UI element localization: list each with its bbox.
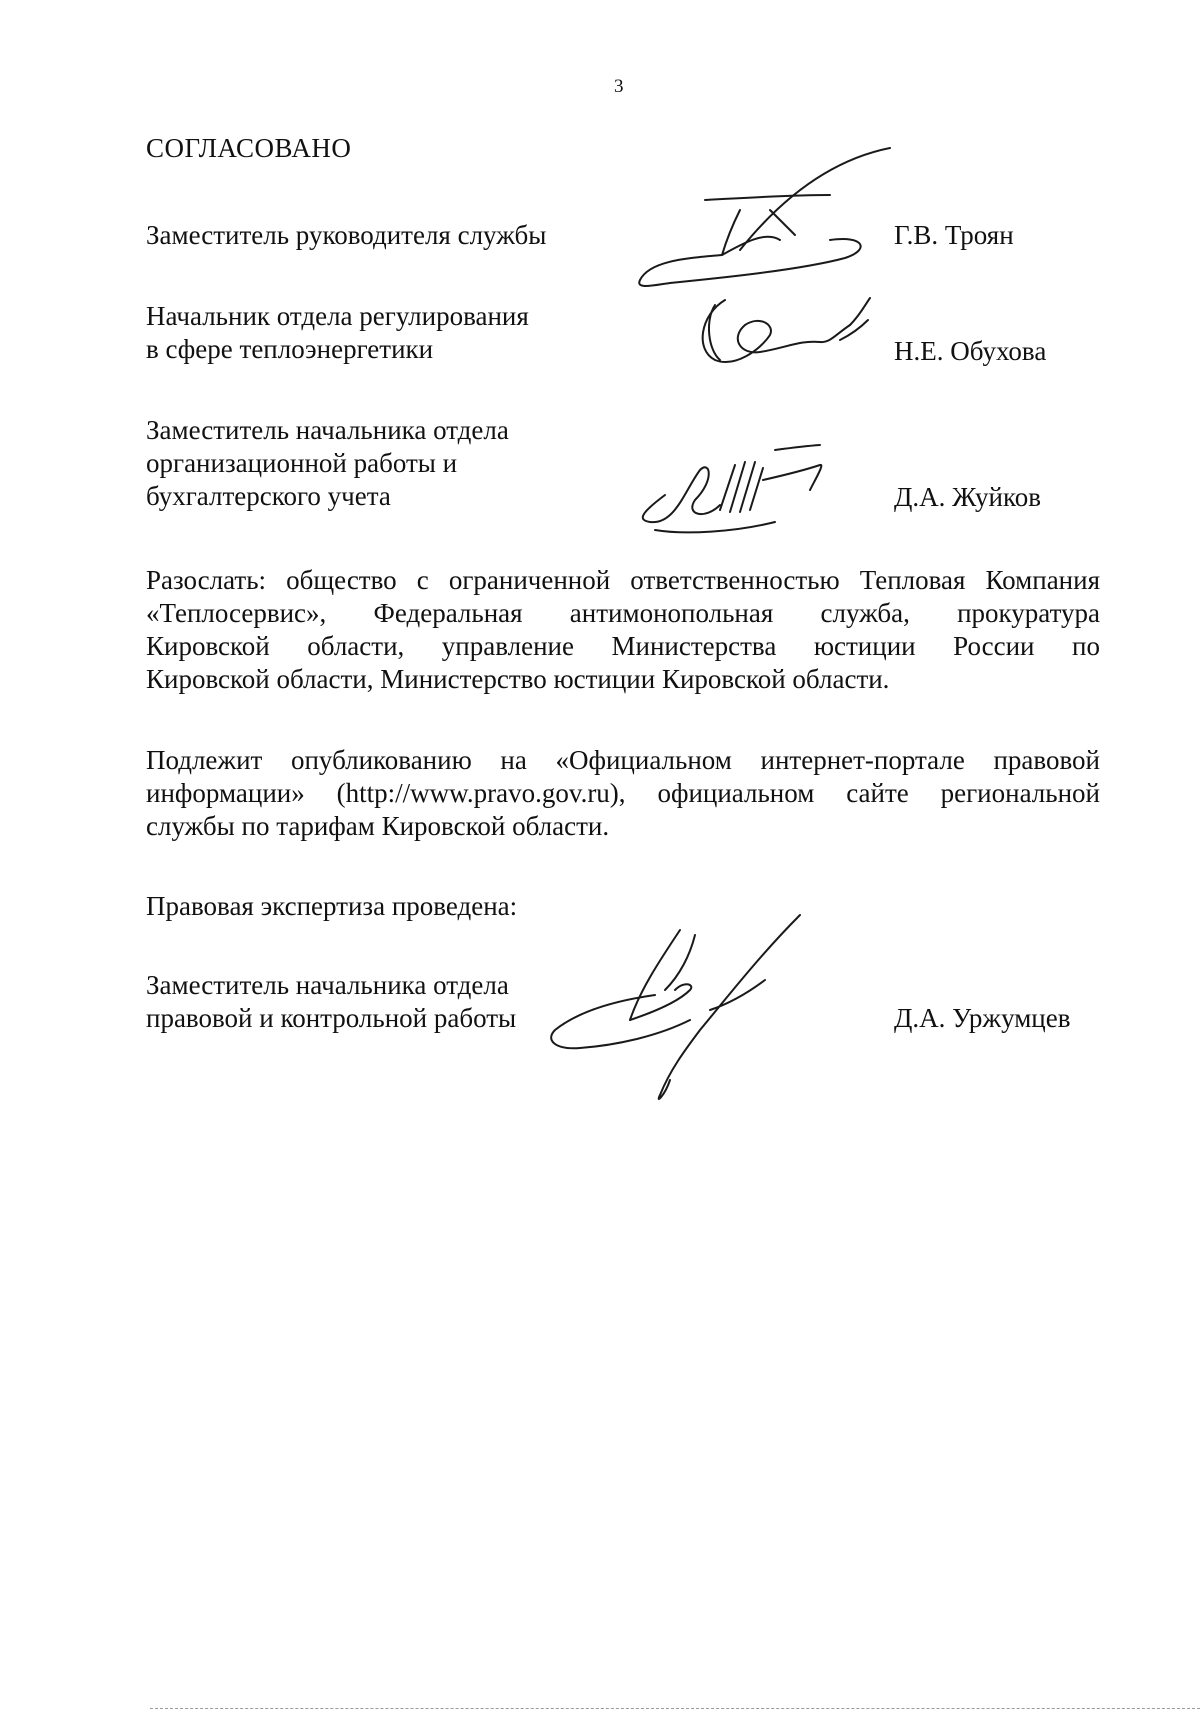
approval-position: в сфере теплоэнергетики <box>146 334 434 364</box>
approval-heading: СОГЛАСОВАНО <box>146 133 352 163</box>
distribution-line: Кировской области, Министерство юстиции Кировской области. <box>146 664 890 694</box>
legal-review-title: Правовая экспертиза проведена: <box>146 891 518 921</box>
signature-urzhumtsev <box>540 910 820 1110</box>
legal-review-name: Д.А. Уржумцев <box>894 1003 1071 1033</box>
approval-name: Г.В. Троян <box>894 220 1014 250</box>
publication-line: информации» (http://www.pravo.gov.ru), официальном сайте региональной <box>146 778 1100 808</box>
approval-position: Заместитель начальника отдела <box>146 415 509 445</box>
distribution-line: Кировской области, управление Министерства юстиции России по <box>146 631 1100 661</box>
publication-line: службы по тарифам Кировской области. <box>146 811 610 841</box>
publication-line: Подлежит опубликованию на «Официальном интернет-портале правовой <box>146 745 1100 775</box>
distribution-line: «Теплосервис», Федеральная антимонопольная служба, прокуратура <box>146 598 1100 628</box>
signature-obukhova <box>690 280 880 375</box>
legal-review-position: Заместитель начальника отдела <box>146 970 509 1000</box>
distribution-line: Разослать: общество с ограниченной ответственностью Тепловая Компания <box>146 565 1100 595</box>
page-number: 3 <box>614 76 624 97</box>
approval-position: организационной работы и <box>146 448 458 478</box>
approval-position: Начальник отдела регулирования <box>146 301 529 331</box>
signature-zhuykov <box>625 440 865 540</box>
approval-position: бухгалтерского учета <box>146 481 391 511</box>
approval-name: Н.Е. Обухова <box>894 336 1047 366</box>
publication-notice <box>146 744 1100 843</box>
page-bottom-rule <box>150 1708 1200 1709</box>
distribution-list <box>146 564 1100 696</box>
legal-review-position: правовой и контрольной работы <box>146 1003 517 1033</box>
approval-position: Заместитель руководителя службы <box>146 220 547 250</box>
approval-name: Д.А. Жуйков <box>894 482 1041 512</box>
